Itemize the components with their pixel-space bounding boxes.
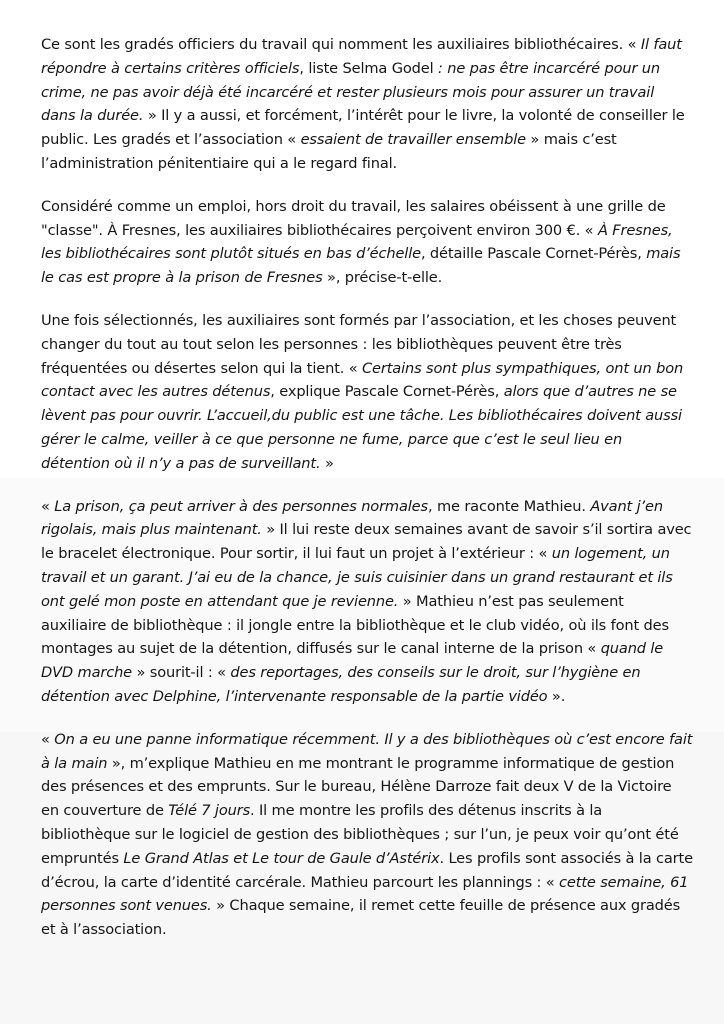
paragraph-panne-informatique <box>41 728 693 942</box>
text-segment-italic: cette semaine, 61 personnes sont venues. <box>41 873 689 915</box>
text-segment-italic: Certains sont plus sympathiques, ont un bon contact avec les autres détenus <box>41 359 684 401</box>
text-segment-italic: On a eu une panne informatique récemment. Il y a des bibliothèques où c’est encore fait à la main <box>41 730 693 772</box>
text-segment: . Les profils sont associés à la carte d’écrou, la carte d’identité carcérale. Mathieu parcourt les plannings : « <box>41 849 693 891</box>
text-segment: » Il lui reste deux semaines avant de savoir s’il sortira avec le bracelet électronique. Pour sortir, il lui faut un projet à l’extérieur : « <box>41 521 692 563</box>
text-segment-italic: mais le cas est propre à la prison de Fresnes <box>41 245 681 287</box>
text-segment: » Chaque semaine, il remet cette feuille de présence aux gradés et à l’association. <box>41 897 681 939</box>
text-segment: » Il y a aussi, et forcément, l’intérêt pour le livre, la volonté de conseiller le public. Les gradés et l’association « <box>41 107 685 149</box>
text-segment-italic: Avant j’en rigolais, mais plus maintenant. <box>41 497 663 539</box>
text-segment: » mais c’est l’administration pénitentiaire qui a le regard final. <box>41 131 617 172</box>
text-segment: » Mathieu n’est pas seulement auxiliaire de bibliothèque : il jongle entre la bibliothèque et le club vidéo, où ils font des montages au sujet de la détention, diffusés sur le canal interne de la prison « <box>41 592 669 658</box>
text-segment-italic: des reportages, des conseils sur le droit, sur l’hygiène en détention avec Delphine, l’intervenante responsable de la partie vidéo <box>41 664 641 705</box>
text-segment: . Il me montre les profils des détenus inscrits à la bibliothèque sur le logiciel de gestion des bibliothèques ; sur l’un, je peux voir qu’ont été empruntés <box>41 802 679 867</box>
text-segment: « <box>41 497 55 515</box>
text-segment: , détaille Pascale Cornet-Pérès, <box>420 245 647 263</box>
paragraph-mathieu <box>41 495 693 709</box>
text-segment-italic: À Fresnes, les bibliothécaires sont plutôt situés en bas d’échelle <box>41 221 673 263</box>
article-body <box>41 33 693 961</box>
text-segment: » sourit-il : « <box>132 664 231 682</box>
text-segment: , me raconte Mathieu. <box>427 497 591 515</box>
text-segment: Considéré comme un emploi, hors droit du travail, les salaires obéissent à une grille de "classe". À Fresnes, les auxiliaires bibliothécaires perçoivent environ 300 €. « <box>41 197 666 239</box>
text-segment-italic: un logement, un travail et un garant. J’ai eu de la chance, je suis cuisinier dans un grand restaurant et ils ont gelé mon poste en attendant que je revienne. <box>41 545 673 610</box>
text-segment-italic: Le Grand Atlas et Le tour de Gaule d’Astérix <box>123 849 440 867</box>
text-segment-italic: quand le DVD marche <box>41 640 664 682</box>
text-segment: Une fois sélectionnés, les auxiliaires sont formés par l’association, et les choses peuvent changer du tout au tout selon les personnes : les bibliothèques peuvent être très fréquentées ou désertes selon qui la tient. « <box>41 311 677 377</box>
text-segment: » <box>320 454 334 472</box>
paragraph-salaires <box>41 195 693 290</box>
text-segment: , liste Selma Godel <box>299 59 438 77</box>
text-segment-italic: Il faut répondre à certains critères officiels <box>41 36 682 77</box>
text-segment-italic: alors que d’autres ne se lèvent pas pour ouvrir. L’accueil,du public est une tâche. Les bibliothécaires doivent aussi gérer le calme, veiller à ce que personne ne fume, parce que c’est le seul lieu en détention où il n’y a pas de surveillant. <box>41 383 682 472</box>
text-segment-italic: essaient de travailler ensemble <box>300 131 526 149</box>
text-segment: », précise-t-elle. <box>322 269 443 287</box>
text-segment: Ce sont les gradés officiers du travail qui nomment les auxiliaires bibliothécaires. « <box>41 36 641 53</box>
text-segment: , explique Pascale Cornet-Pérès, <box>270 383 504 401</box>
text-segment: », m’explique Mathieu en me montrant le programme informatique de gestion des présences et des emprunts. Sur le bureau, Hélène Darroze fait deux V de la Victoire en couverture de <box>41 754 675 820</box>
text-segment: ». <box>547 687 566 705</box>
text-segment: « <box>41 730 55 748</box>
text-segment-italic: Télé 7 jours <box>168 802 251 820</box>
paragraph-formation <box>41 309 693 476</box>
text-segment-italic: : ne pas être incarcéré pour un crime, ne pas avoir déjà été incarcéré et rester plusieurs mois pour assurer un travail dans la durée. <box>41 59 660 125</box>
text-segment-italic: La prison, ça peut arriver à des personnes normales <box>54 497 428 515</box>
paragraph-grades-officiers <box>41 33 693 176</box>
